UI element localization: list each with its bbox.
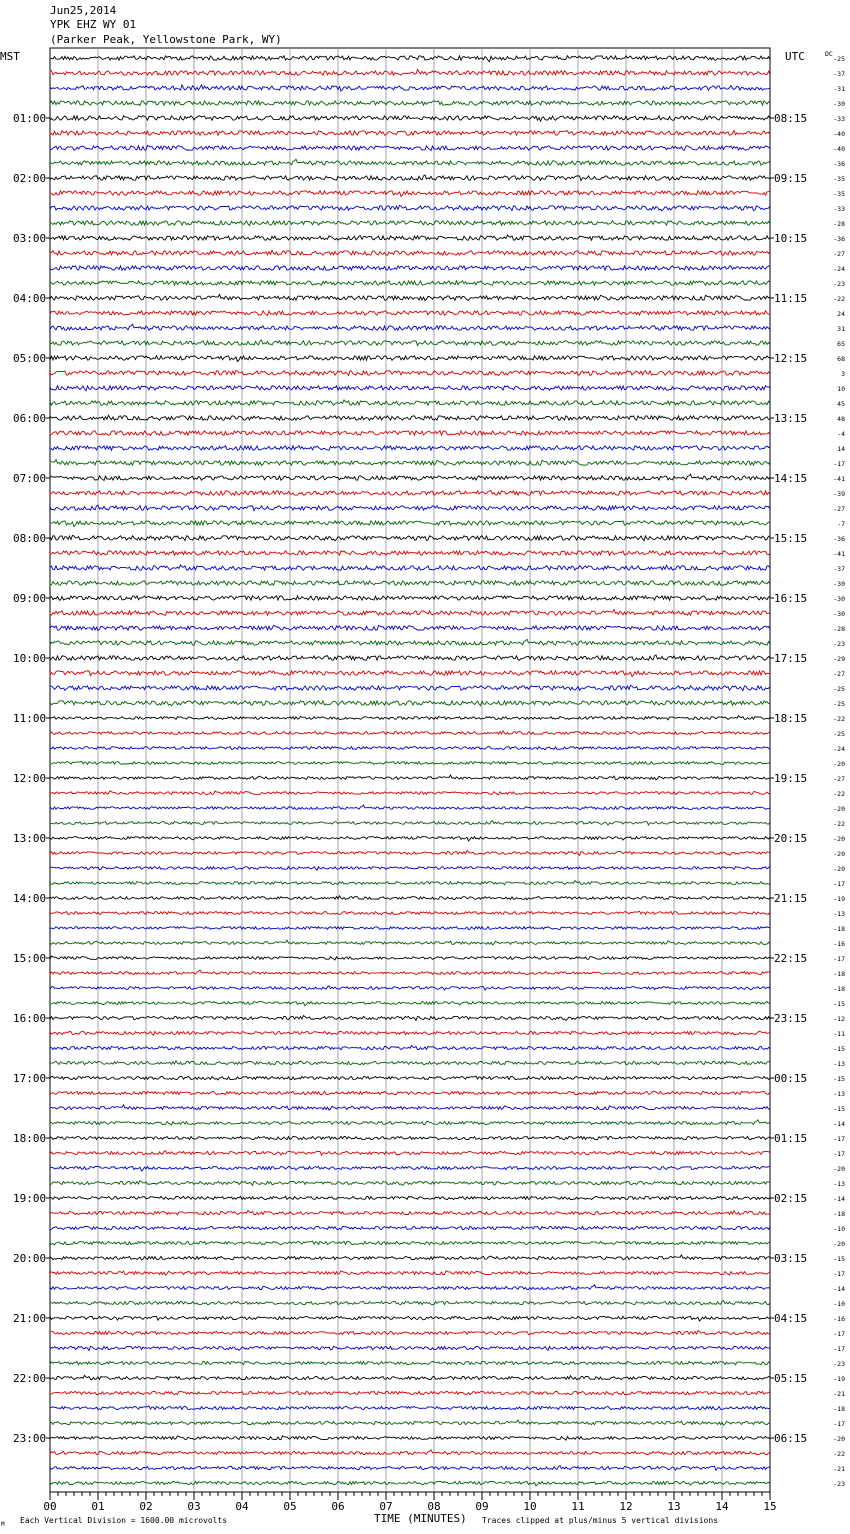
x-tick-label: 06 [331, 1500, 345, 1513]
dc-offset-label: -7 [837, 520, 845, 528]
trace-row [50, 1061, 770, 1065]
mst-hour-label: 03:00 [13, 232, 47, 245]
trace-row [50, 191, 770, 197]
dc-offset-label: -16 [833, 1315, 845, 1323]
trace-row [50, 474, 770, 480]
mst-hour-label: 16:00 [13, 1012, 47, 1025]
dc-offset-label: -20 [833, 805, 845, 813]
trace-row [50, 896, 770, 900]
dc-offset-label: -22 [833, 820, 845, 828]
dc-offset-label: -18 [833, 970, 845, 978]
mst-hour-label: 15:00 [13, 952, 47, 965]
trace-row [50, 701, 770, 706]
trace-row [50, 56, 770, 62]
x-tick-label: 10 [523, 1500, 537, 1513]
x-tick-label: 13 [667, 1500, 681, 1513]
dc-offset-label: -24 [833, 265, 845, 273]
utc-hour-label: 02:15 [774, 1192, 808, 1205]
trace-row [50, 235, 770, 240]
trace-row [50, 1091, 770, 1095]
dc-offset-label: -18 [833, 985, 845, 993]
trace-row [50, 1361, 770, 1364]
utc-hour-label: 14:15 [774, 472, 808, 485]
dc-offset-label: -22 [833, 295, 845, 303]
trace-row [50, 1331, 770, 1336]
dc-offset-label: 3 [841, 370, 845, 378]
utc-hour-label: 06:15 [774, 1432, 808, 1445]
trace-row [50, 1466, 770, 1471]
dc-offset-label: -27 [833, 775, 845, 783]
trace-row [50, 1136, 770, 1139]
x-tick-label: 12 [619, 1500, 633, 1513]
trace-row [50, 1406, 770, 1410]
dc-offset-label: -20 [833, 760, 845, 768]
mst-hour-label: 10:00 [13, 652, 47, 665]
dc-offset-label: -14 [833, 1195, 845, 1203]
utc-hour-label: 22:15 [774, 952, 808, 965]
dc-offset-label: -31 [833, 85, 845, 93]
trace-row [50, 747, 770, 750]
x-tick-label: 00 [43, 1500, 57, 1513]
dc-offset-label: -22 [833, 715, 845, 723]
dc-offset-label: -15 [833, 1045, 845, 1053]
dc-offset-label: -22 [833, 1450, 845, 1458]
dc-offset-label: -19 [833, 1375, 845, 1383]
dc-offset-label: -28 [833, 220, 845, 228]
utc-hour-label: 16:15 [774, 592, 808, 605]
dc-offset-label: -18 [833, 925, 845, 933]
trace-row [50, 1120, 770, 1125]
dc-offset-label: -14 [833, 1285, 845, 1293]
utc-hour-label: 21:15 [774, 892, 808, 905]
dc-offset-label: -20 [833, 850, 845, 858]
dc-offset-label: -17 [833, 1150, 845, 1158]
trace-row [50, 101, 770, 106]
x-tick-label: 05 [283, 1500, 297, 1513]
mst-hour-label: 05:00 [13, 352, 47, 365]
dc-offset-label: 48 [837, 415, 845, 423]
dc-offset-label: -39 [833, 490, 845, 498]
trace-row [50, 581, 770, 586]
trace-row [50, 1316, 770, 1321]
trace-row [50, 867, 770, 871]
trace-row [50, 159, 770, 165]
dc-offset-label: -36 [833, 160, 845, 168]
trace-row [50, 596, 770, 600]
utc-hour-label: 17:15 [774, 652, 808, 665]
utc-hour-label: 13:15 [774, 412, 808, 425]
utc-hour-label: 15:15 [774, 532, 808, 545]
mst-hour-label: 21:00 [13, 1312, 47, 1325]
dc-offset-label: -10 [833, 1300, 845, 1308]
x-tick-label: 07 [379, 1500, 393, 1513]
dc-offset-label: 45 [837, 400, 845, 408]
dc-offset-label: -20 [833, 835, 845, 843]
trace-row [50, 446, 770, 450]
trace-row [50, 1105, 770, 1110]
dc-offset-label: 68 [837, 355, 845, 363]
dc-offset-label: -20 [833, 865, 845, 873]
dc-offset-label: -17 [833, 880, 845, 888]
trace-row [50, 639, 770, 645]
dc-offset-label: -29 [833, 655, 845, 663]
dc-offset-label: 24 [837, 310, 845, 318]
trace-row [50, 1241, 770, 1245]
trace-row [50, 1016, 770, 1021]
dc-offset-label: -28 [833, 625, 845, 633]
trace-row [50, 1436, 770, 1440]
dc-offset-label: -35 [833, 190, 845, 198]
trace-row [50, 505, 770, 511]
dc-offset-label: -12 [833, 1015, 845, 1023]
dc-offset-label: -15 [833, 1105, 845, 1113]
utc-hour-label: 23:15 [774, 1012, 808, 1025]
dc-offset-label: -17 [833, 1330, 845, 1338]
trace-row [50, 370, 770, 375]
clip-note: Traces clipped at plus/minus 5 vertical divisions [482, 1516, 719, 1525]
trace-row [50, 1255, 770, 1260]
dc-offset-label: -20 [833, 1240, 845, 1248]
dc-offset-label: -13 [833, 1090, 845, 1098]
dc-offset-label: 10 [837, 385, 845, 393]
dc-offset-label: -24 [833, 745, 845, 753]
dc-offset-label: -36 [833, 535, 845, 543]
mst-hour-label: 08:00 [13, 532, 47, 545]
dc-offset-label: -4 [837, 430, 845, 438]
station-code: YPK EHZ WY 01 [50, 18, 137, 31]
trace-row [50, 1285, 770, 1290]
trace-row [50, 340, 770, 346]
dc-offset-label: -17 [833, 460, 845, 468]
dc-offset-label: -23 [833, 1480, 845, 1488]
trace-row [50, 116, 770, 122]
dc-offset-label: -41 [833, 550, 845, 558]
trace-row [50, 175, 770, 181]
dc-offset-label: -21 [833, 1465, 845, 1473]
dc-offset-label: -21 [833, 1390, 845, 1398]
mst-hour-label: 17:00 [13, 1072, 47, 1085]
trace-row [50, 491, 770, 495]
mst-hour-label: 04:00 [13, 292, 47, 305]
utc-hour-label: 12:15 [774, 352, 808, 365]
x-tick-label: 02 [139, 1500, 153, 1513]
dc-offset-label: -40 [833, 130, 845, 138]
dc-offset-label: -17 [833, 1135, 845, 1143]
utc-hour-label: 05:15 [774, 1372, 808, 1385]
trace-row [50, 685, 770, 690]
dc-offset-label: -25 [833, 700, 845, 708]
trace-row [50, 250, 770, 255]
trace-row [50, 671, 770, 677]
dc-offset-label: -16 [833, 940, 845, 948]
vertical-scale-note: Each Vertical Division = 1600.00 microvolts [20, 1516, 228, 1525]
mst-hour-label: 18:00 [13, 1132, 47, 1145]
trace-row [50, 1481, 770, 1486]
station-location: (Parker Peak, Yellowstone Park, WY) [50, 33, 282, 46]
corner-mark: M [1, 1521, 5, 1528]
dc-offset-label: -23 [833, 640, 845, 648]
dc-offset-label: 14 [837, 445, 845, 453]
dc-offset-label: -22 [833, 790, 845, 798]
trace-row [50, 851, 770, 856]
trace-row [50, 821, 770, 825]
dc-offset-label: -25 [833, 730, 845, 738]
dc-offset-label: -33 [833, 205, 845, 213]
utc-hour-label: 04:15 [774, 1312, 808, 1325]
x-tick-label: 11 [571, 1500, 585, 1513]
trace-row [50, 1181, 770, 1186]
dc-offset-label: -30 [833, 580, 845, 588]
trace-row [50, 1196, 770, 1199]
mst-timezone-label: MST [0, 50, 20, 63]
trace-row [50, 1076, 770, 1080]
trace-row [50, 1375, 770, 1380]
trace-row [50, 1210, 770, 1214]
mst-hour-label: 02:00 [13, 172, 47, 185]
trace-row [50, 551, 770, 555]
plot-date: Jun25,2014 [50, 4, 117, 17]
x-tick-label: 09 [475, 1500, 489, 1513]
mst-hour-label: 09:00 [13, 592, 47, 605]
dc-offset-label: -11 [833, 1030, 845, 1038]
dc-offset-label: -25 [833, 55, 845, 63]
trace-row [50, 400, 770, 405]
trace-row [50, 70, 770, 76]
utc-hour-label: 18:15 [774, 712, 808, 725]
utc-timezone-label: UTC [785, 50, 805, 63]
trace-row [50, 1031, 770, 1035]
trace-row [50, 1226, 770, 1230]
trace-row [50, 431, 770, 436]
trace-row [50, 1151, 770, 1156]
trace-row [50, 1346, 770, 1350]
trace-row [50, 415, 770, 420]
trace-row [50, 535, 770, 540]
dc-offset-label: -15 [833, 1000, 845, 1008]
mst-hour-label: 19:00 [13, 1192, 47, 1205]
dc-offset-label: -27 [833, 250, 845, 258]
dc-offset-label: -36 [833, 235, 845, 243]
trace-row [50, 911, 770, 915]
trace-row [50, 970, 770, 974]
dc-offset-label: -15 [833, 1255, 845, 1263]
mst-hour-label: 12:00 [13, 772, 47, 785]
x-tick-label: 04 [235, 1500, 249, 1513]
mst-hour-label: 22:00 [13, 1372, 47, 1385]
dc-offset-label: -10 [833, 1225, 845, 1233]
dc-offset-label: -13 [833, 1060, 845, 1068]
mst-hour-label: 23:00 [13, 1432, 47, 1445]
trace-row [50, 1271, 770, 1275]
trace-row [50, 956, 770, 960]
dc-offset-label: -17 [833, 1345, 845, 1353]
utc-hour-label: 19:15 [774, 772, 808, 785]
x-tick-label: 14 [715, 1500, 729, 1513]
utc-hour-label: 10:15 [774, 232, 808, 245]
mst-hour-label: 07:00 [13, 472, 47, 485]
trace-row [50, 311, 770, 316]
trace-row [50, 1391, 770, 1395]
trace-row [50, 1166, 770, 1171]
x-tick-label: 15 [763, 1500, 777, 1513]
trace-row [50, 294, 770, 300]
trace-row [50, 775, 770, 780]
dc-offset-label: -30 [833, 610, 845, 618]
x-tick-label: 01 [91, 1500, 105, 1513]
trace-row [50, 1301, 770, 1305]
dc-offset-label: -20 [833, 1435, 845, 1443]
x-axis-label: TIME (MINUTES) [374, 1512, 467, 1525]
dc-offset-label: -35 [833, 175, 845, 183]
trace-row [50, 625, 770, 630]
utc-hour-label: 03:15 [774, 1252, 808, 1265]
trace-row [50, 1002, 770, 1006]
dc-offset-label: -37 [833, 70, 845, 78]
dc-offset-label: -15 [833, 1075, 845, 1083]
dc-offset-label: -23 [833, 1360, 845, 1368]
trace-row [50, 281, 770, 285]
trace-row [50, 386, 770, 391]
trace-row [50, 716, 770, 720]
trace-row [50, 609, 770, 615]
trace-row [50, 221, 770, 226]
dc-offset-label: -19 [833, 895, 845, 903]
dc-offset-label: 31 [837, 325, 845, 333]
utc-hour-label: 00:15 [774, 1072, 808, 1085]
dc-offset-label: -30 [833, 100, 845, 108]
mst-hour-label: 20:00 [13, 1252, 47, 1265]
dc-offset-label: -17 [833, 1420, 845, 1428]
dc-offset-label: -13 [833, 910, 845, 918]
dc-offset-label: -41 [833, 475, 845, 483]
trace-row [50, 145, 770, 150]
trace-row [50, 761, 770, 764]
dc-offset-label: -30 [833, 595, 845, 603]
dc-offset-label: -14 [833, 1120, 845, 1128]
utc-hour-label: 11:15 [774, 292, 808, 305]
mst-hour-label: 11:00 [13, 712, 47, 725]
dc-offset-label: -13 [833, 1180, 845, 1188]
dc-offset-label: -18 [833, 1210, 845, 1218]
mst-hour-label: 13:00 [13, 832, 47, 845]
trace-row [50, 356, 770, 362]
trace-row [50, 986, 770, 990]
trace-row [50, 940, 770, 945]
dc-offset-label: -27 [833, 670, 845, 678]
dc-offset-label: -27 [833, 505, 845, 513]
dc-offset-label: -20 [833, 1165, 845, 1173]
dc-offset-label: -23 [833, 280, 845, 288]
trace-row [50, 655, 770, 660]
trace-row [50, 324, 770, 330]
trace-row [50, 130, 770, 135]
dc-offset-label: -33 [833, 115, 845, 123]
plot-frame [50, 48, 770, 1492]
trace-row [50, 837, 770, 841]
mst-hour-label: 14:00 [13, 892, 47, 905]
trace-row [50, 731, 770, 735]
trace-row [50, 459, 770, 465]
trace-row [50, 791, 770, 795]
dc-offset-label: -37 [833, 565, 845, 573]
trace-row [50, 1045, 770, 1049]
dc-offset-label: -17 [833, 1270, 845, 1278]
trace-row [50, 266, 770, 271]
dc-offset-label: -18 [833, 1405, 845, 1413]
dc-offset-label: 65 [837, 340, 845, 348]
mst-hour-label: 06:00 [13, 412, 47, 425]
dc-offset-label: -25 [833, 685, 845, 693]
trace-row [50, 1420, 770, 1425]
mst-hour-label: 01:00 [13, 112, 47, 125]
trace-row [50, 565, 770, 570]
x-tick-label: 08 [427, 1500, 441, 1513]
trace-row [50, 85, 770, 91]
trace-row [50, 805, 770, 809]
trace-row [50, 521, 770, 527]
dc-offset-label: -17 [833, 955, 845, 963]
utc-hour-label: 08:15 [774, 112, 808, 125]
utc-hour-label: 20:15 [774, 832, 808, 845]
x-tick-label: 03 [187, 1500, 201, 1513]
utc-hour-label: 09:15 [774, 172, 808, 185]
trace-row [50, 205, 770, 210]
dc-header-label: DC [825, 50, 833, 58]
dc-offset-label: -40 [833, 145, 845, 153]
trace-row [50, 1450, 770, 1455]
trace-row [50, 927, 770, 930]
trace-row [50, 881, 770, 885]
utc-hour-label: 01:15 [774, 1132, 808, 1145]
